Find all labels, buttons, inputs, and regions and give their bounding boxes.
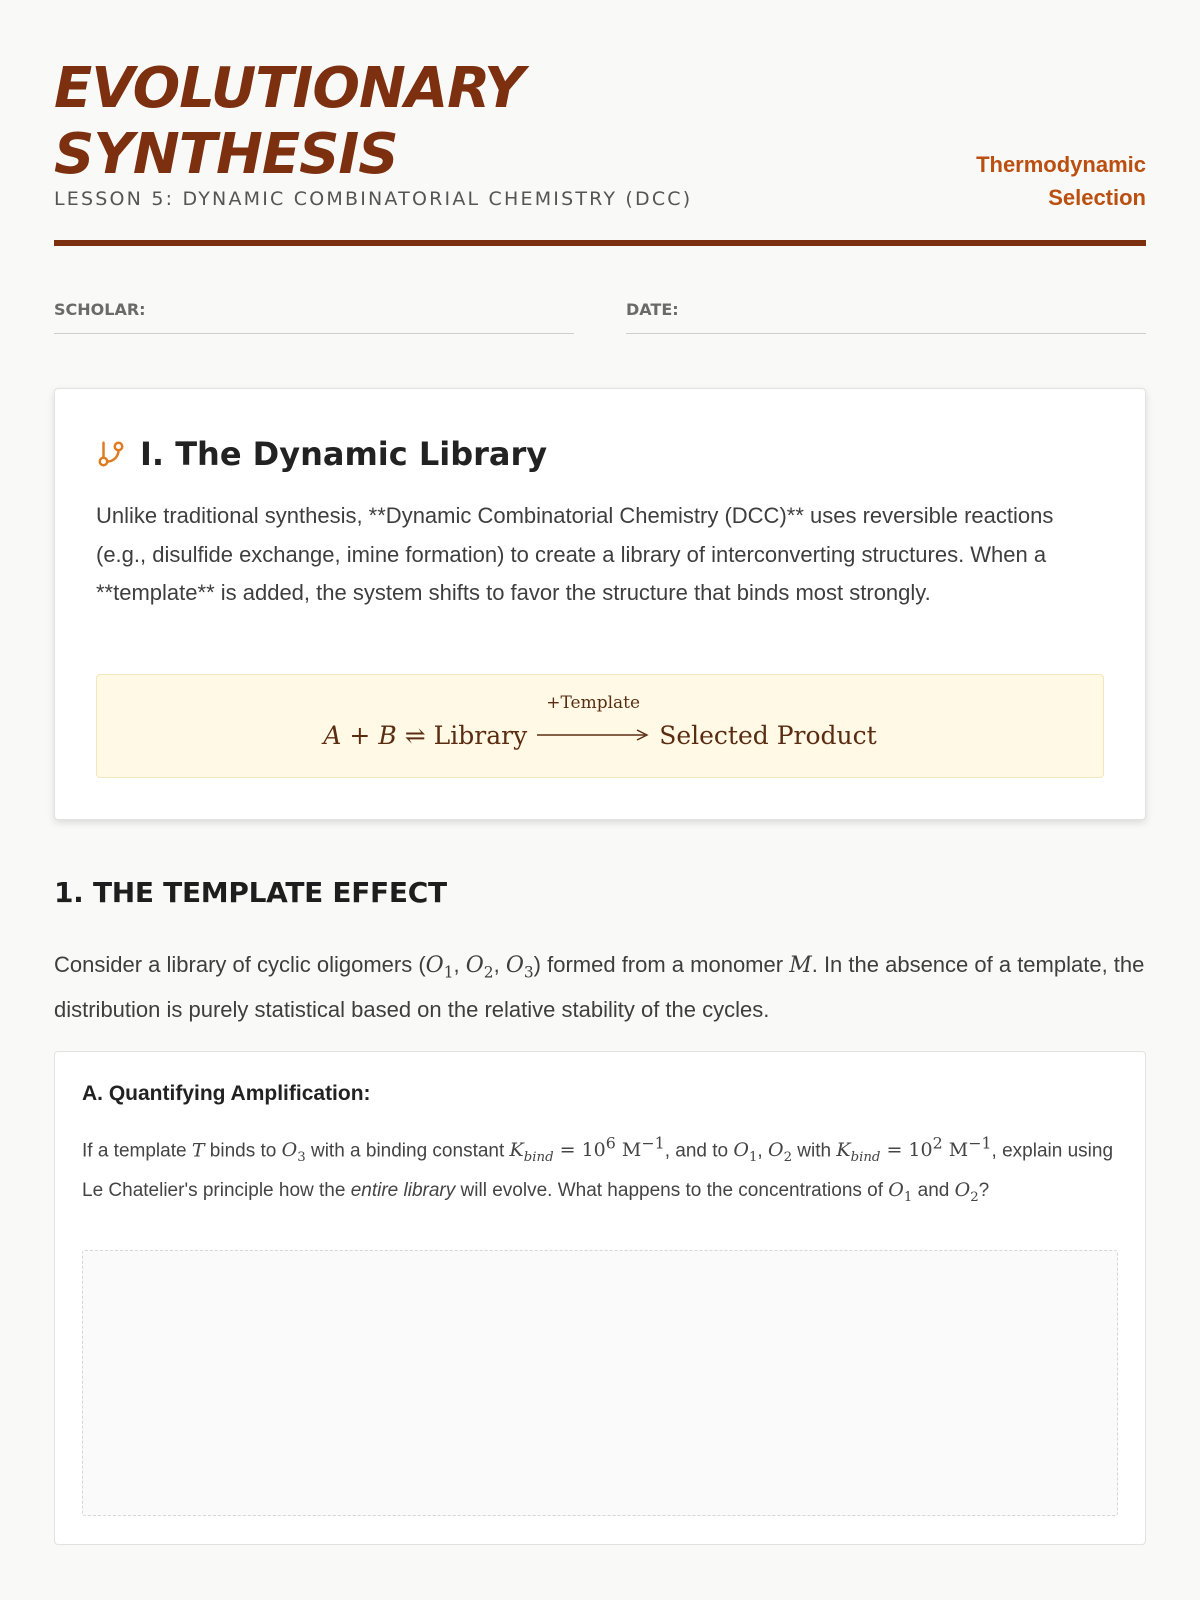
right-arrow-icon [537,729,649,741]
lesson-subtitle: LESSON 5: DYNAMIC COMBINATORIAL CHEMISTRY (DCC) [54,188,693,210]
text-segment: , explain using Le Chatelier's principle how the [82,1140,1114,1202]
formula-equilibrium: ⇌ [404,720,426,750]
math-o1 [425,953,454,982]
math-o1 [733,1139,758,1166]
intro-heading: I. The Dynamic Library [140,435,548,473]
math-o2 [954,1179,979,1205]
math-o1 [888,1179,913,1205]
math-sub: bind [523,1150,554,1166]
math-sub: bind [850,1150,881,1166]
math-template: T [191,1139,205,1162]
math-sub: 1 [903,1189,913,1205]
scholar-field[interactable] [54,300,574,334]
text-segment: and [912,1180,955,1202]
math-o2 [767,1139,793,1166]
emphasis-entire-library: entire library [350,1180,456,1202]
formula-plus: + [349,720,371,750]
question-a-text: If a template T binds to $O_3$ with a binding constant $K_{bind} = 10^6$ $M^{-1}$, and to $O_1$, $O_2$ with $K_{bind} = 10^2$ $M^{-1}$, explain using Le Chatelier's principle how the entire library will evolve. What happens to the concentrations of $O_1$ and $O_2$? [82,1134,1114,1205]
math-unit: M [615,1139,642,1162]
section-1-text: Consider a library of cyclic oligomers ($O_1$, $O_2$, $O_3$) formed from a monomer M. In the absence of a template, the distribution is purely statistical based on the relative stability of the cycles. [54,952,1145,1023]
intro-paragraph: Unlike traditional synthesis, **Dynamic Combinatorial Chemistry (DCC)** uses reversible reactions (e.g., disulfide exchange, imine formation) to create a library of interconverting structures. When a **template** is added, the system shifts to favor the structure that binds most strongly. [96,503,1054,605]
student-fields [54,300,1146,334]
math-sub: 3 [523,963,534,982]
answer-area[interactable] [82,1250,1118,1516]
git-branch-icon [96,439,126,469]
formula-a: A [323,720,342,750]
reaction-formula [96,674,1104,778]
math-o: O [733,1139,749,1162]
text-segment: will evolve. What happens to the concentrations of [455,1180,889,1202]
math-o2 [465,953,494,982]
text-segment: binds to [204,1140,282,1162]
arrow-label: +Template [546,693,641,713]
text-segment: with [792,1140,837,1162]
page-title [54,56,524,188]
date-field[interactable] [626,300,1146,334]
question-a-card [54,1051,1146,1545]
math-sub: 2 [483,963,494,982]
math-o: O [425,953,444,978]
math-k-bind-high [509,1134,665,1166]
math-sup: −1 [641,1134,665,1153]
topic-tag-line-2: Selection [1048,185,1146,210]
math-o: O [888,1179,904,1202]
title-line-2: SYNTHESIS [54,122,398,187]
math-eq: = 10 [553,1139,606,1162]
math-sub: 2 [970,1189,979,1205]
math-o3 [505,953,534,982]
math-eq: = 10 [880,1139,933,1162]
section-1-title: 1. THE TEMPLATE EFFECT [54,876,447,909]
template-arrow [537,693,649,747]
math-o: O [465,953,484,978]
text-segment: , and to [664,1140,734,1162]
math-o: O [281,1139,298,1162]
intro-heading-row [96,435,547,473]
math-o: O [505,953,524,978]
text-segment: Consider a library of cyclic oligomers ( [54,952,426,977]
math-sub: 2 [783,1150,793,1166]
math-k: K [836,1139,851,1162]
text-segment: . In the absence of a template, the distribution is purely statistical based on the relative stability of the cycles. [54,952,1145,1023]
math-k-bind-low [836,1134,992,1166]
math-o: O [954,1179,971,1202]
math-sub: 1 [748,1150,758,1166]
formula-library: Library [433,720,528,750]
text-segment: ) formed from a monomer [533,952,790,977]
title-line-1: EVOLUTIONARY [54,56,524,121]
math-sup: −1 [968,1134,992,1153]
text-segment: If a template [82,1140,192,1162]
math-unit: M [942,1139,969,1162]
math-k: K [509,1139,524,1162]
math-monomer: M [789,953,812,978]
page-header [54,0,1146,246]
math-sup: 6 [605,1134,616,1153]
math-sub: 1 [443,963,454,982]
formula-product: Selected Product [659,720,877,750]
formula-b: B [378,720,397,750]
math-o: O [767,1139,784,1162]
question-a-title: A. Quantifying Amplification: [82,1082,371,1105]
date-label: DATE: [626,300,679,319]
dynamic-library-card [54,388,1146,820]
text-segment: ? [978,1180,990,1202]
math-o3 [281,1139,306,1166]
math-sub: 3 [297,1150,306,1166]
text-segment: with a binding constant [305,1140,510,1162]
topic-tag-line-1: Thermodynamic [976,152,1146,177]
scholar-label: SCHOLAR: [54,300,146,319]
math-sup: 2 [932,1134,943,1153]
topic-tag [946,148,1146,214]
